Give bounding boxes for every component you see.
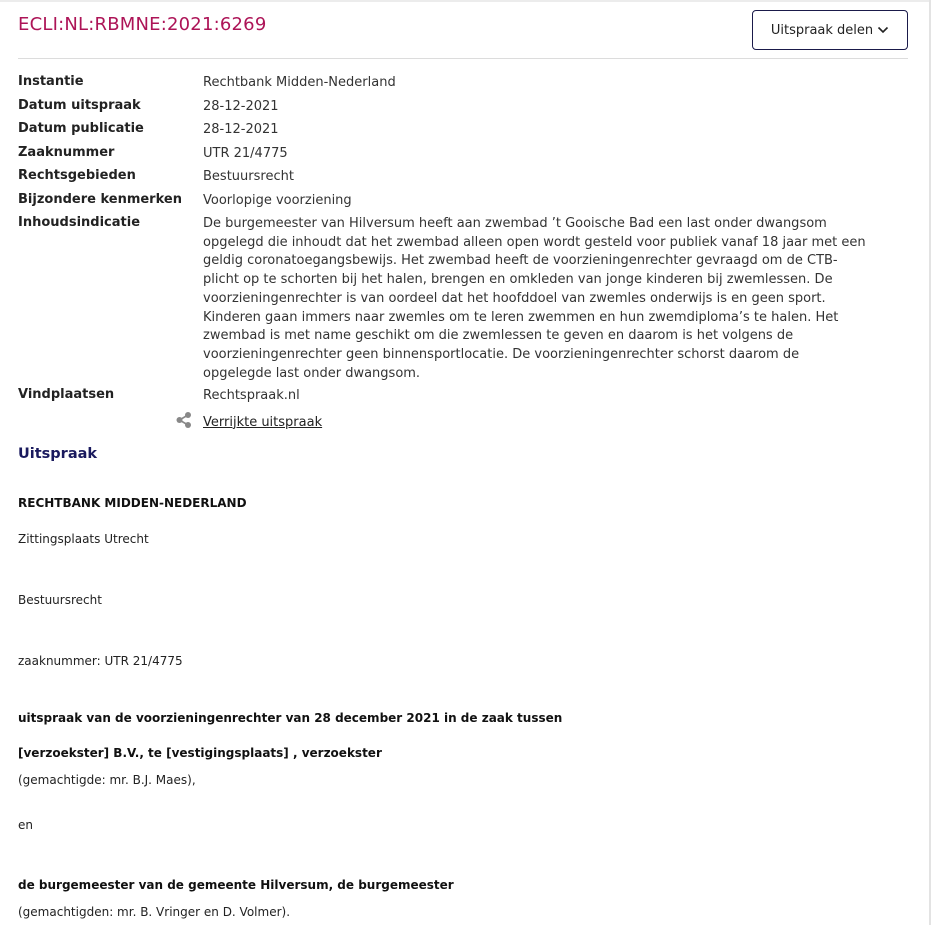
meta-value: 28-12-2021	[203, 122, 279, 137]
chevron-down-icon	[877, 26, 889, 34]
law-area: Bestuursrecht	[18, 593, 102, 607]
party-respondent: de burgemeester van de gemeente Hilversum, de burgemeester	[18, 878, 454, 892]
meta-label: Datum uitspraak	[18, 97, 141, 113]
meta-row-datum-publicatie	[18, 121, 878, 140]
ruling-intro: uitspraak van de voorzieningenrechter van 28 december 2021 in de zaak tussen	[18, 711, 563, 725]
meta-row-vindplaatsen	[18, 387, 878, 406]
meta-row-inhoudsindicatie	[18, 215, 878, 383]
enriched-ruling-link[interactable]: Verrijkte uitspraak	[203, 414, 323, 430]
meta-value: Rechtspraak.nl	[203, 388, 300, 404]
court-name: RECHTBANK MIDDEN-NEDERLAND	[18, 496, 247, 510]
share-ruling-button[interactable]	[752, 10, 908, 50]
meta-label: Bijzondere kenmerken	[18, 191, 182, 207]
party-applicant: [verzoekster] B.V., te [vestigingsplaats] , verzoekster	[18, 746, 382, 760]
meta-row-datum-uitspraak	[18, 98, 878, 117]
meta-value: Voorlopige voorziening	[203, 192, 352, 208]
meta-label: Vindplaatsen	[18, 387, 115, 403]
meta-value: Rechtbank Midden-Nederland	[203, 75, 396, 90]
meta-value: Bestuursrecht	[203, 169, 294, 184]
frame-top-border	[0, 0, 931, 2]
case-number: zaaknummer: UTR 21/4775	[18, 654, 183, 668]
meta-label: Datum publicatie	[18, 121, 144, 136]
meta-row-rechtsgebieden	[18, 168, 878, 187]
share-button-label: Uitspraak delen	[770, 22, 874, 38]
share-nodes-icon	[175, 411, 193, 433]
meta-row-zaaknummer	[18, 145, 878, 164]
section-title-uitspraak: Uitspraak	[18, 446, 98, 462]
party-applicant-representative: (gemachtigde: mr. B.J. Maes),	[18, 773, 196, 787]
meta-label: Inhoudsindicatie	[18, 215, 141, 230]
meta-value: 28-12-2021	[203, 98, 279, 114]
session-location: Zittingsplaats Utrecht	[18, 532, 149, 546]
meta-row-instantie	[18, 74, 878, 93]
meta-label: Rechtsgebieden	[18, 168, 136, 183]
enriched-ruling-link-row	[175, 411, 322, 433]
ecli-title: ECLI:NL:RBMNE:2021:6269	[18, 14, 267, 35]
meta-row-bijzondere-kenmerken	[18, 192, 878, 211]
header-divider	[18, 58, 908, 59]
metadata-table	[18, 74, 878, 406]
meta-label: Instantie	[18, 74, 84, 89]
inhoudsindicatie-text: De burgemeester van Hilversum heeft aan zwembad ’t Gooische Bad een last onder dwangsom opgelegd die inhoudt dat het zwembad alleen open wordt gesteld voor publiek vanaf 18 jaar met een geldig coronatoegangsbewijs. Het zwembad heeft de voorzieningenrechter gevraagd om de CTB-plicht op te schorten bij het halen, brengen en omkleden van jonge kinderen bij zwemlessen. De voorzieningenrechter is van oordeel dat het hoofddoel van zwemles onderwijs is en geen sport. Kinderen gaan immers naar zwemles om te leren zwemmen en hun zwemdiploma’s te halen. Het zwembad is met name geschikt om die zwemlessen te geven en daarom is het volgens de voorzieningenrechter geen binnensportlocatie. De voorzieningenrechter schorst daarom de opgelegde last onder dwangsom.	[203, 216, 866, 381]
meta-value: UTR 21/4775	[203, 145, 288, 161]
conjunction-en: en	[18, 818, 33, 832]
meta-label: Zaaknummer	[18, 144, 115, 160]
party-respondent-representatives: (gemachtigden: mr. B. Vringer en D. Volmer).	[18, 905, 291, 919]
